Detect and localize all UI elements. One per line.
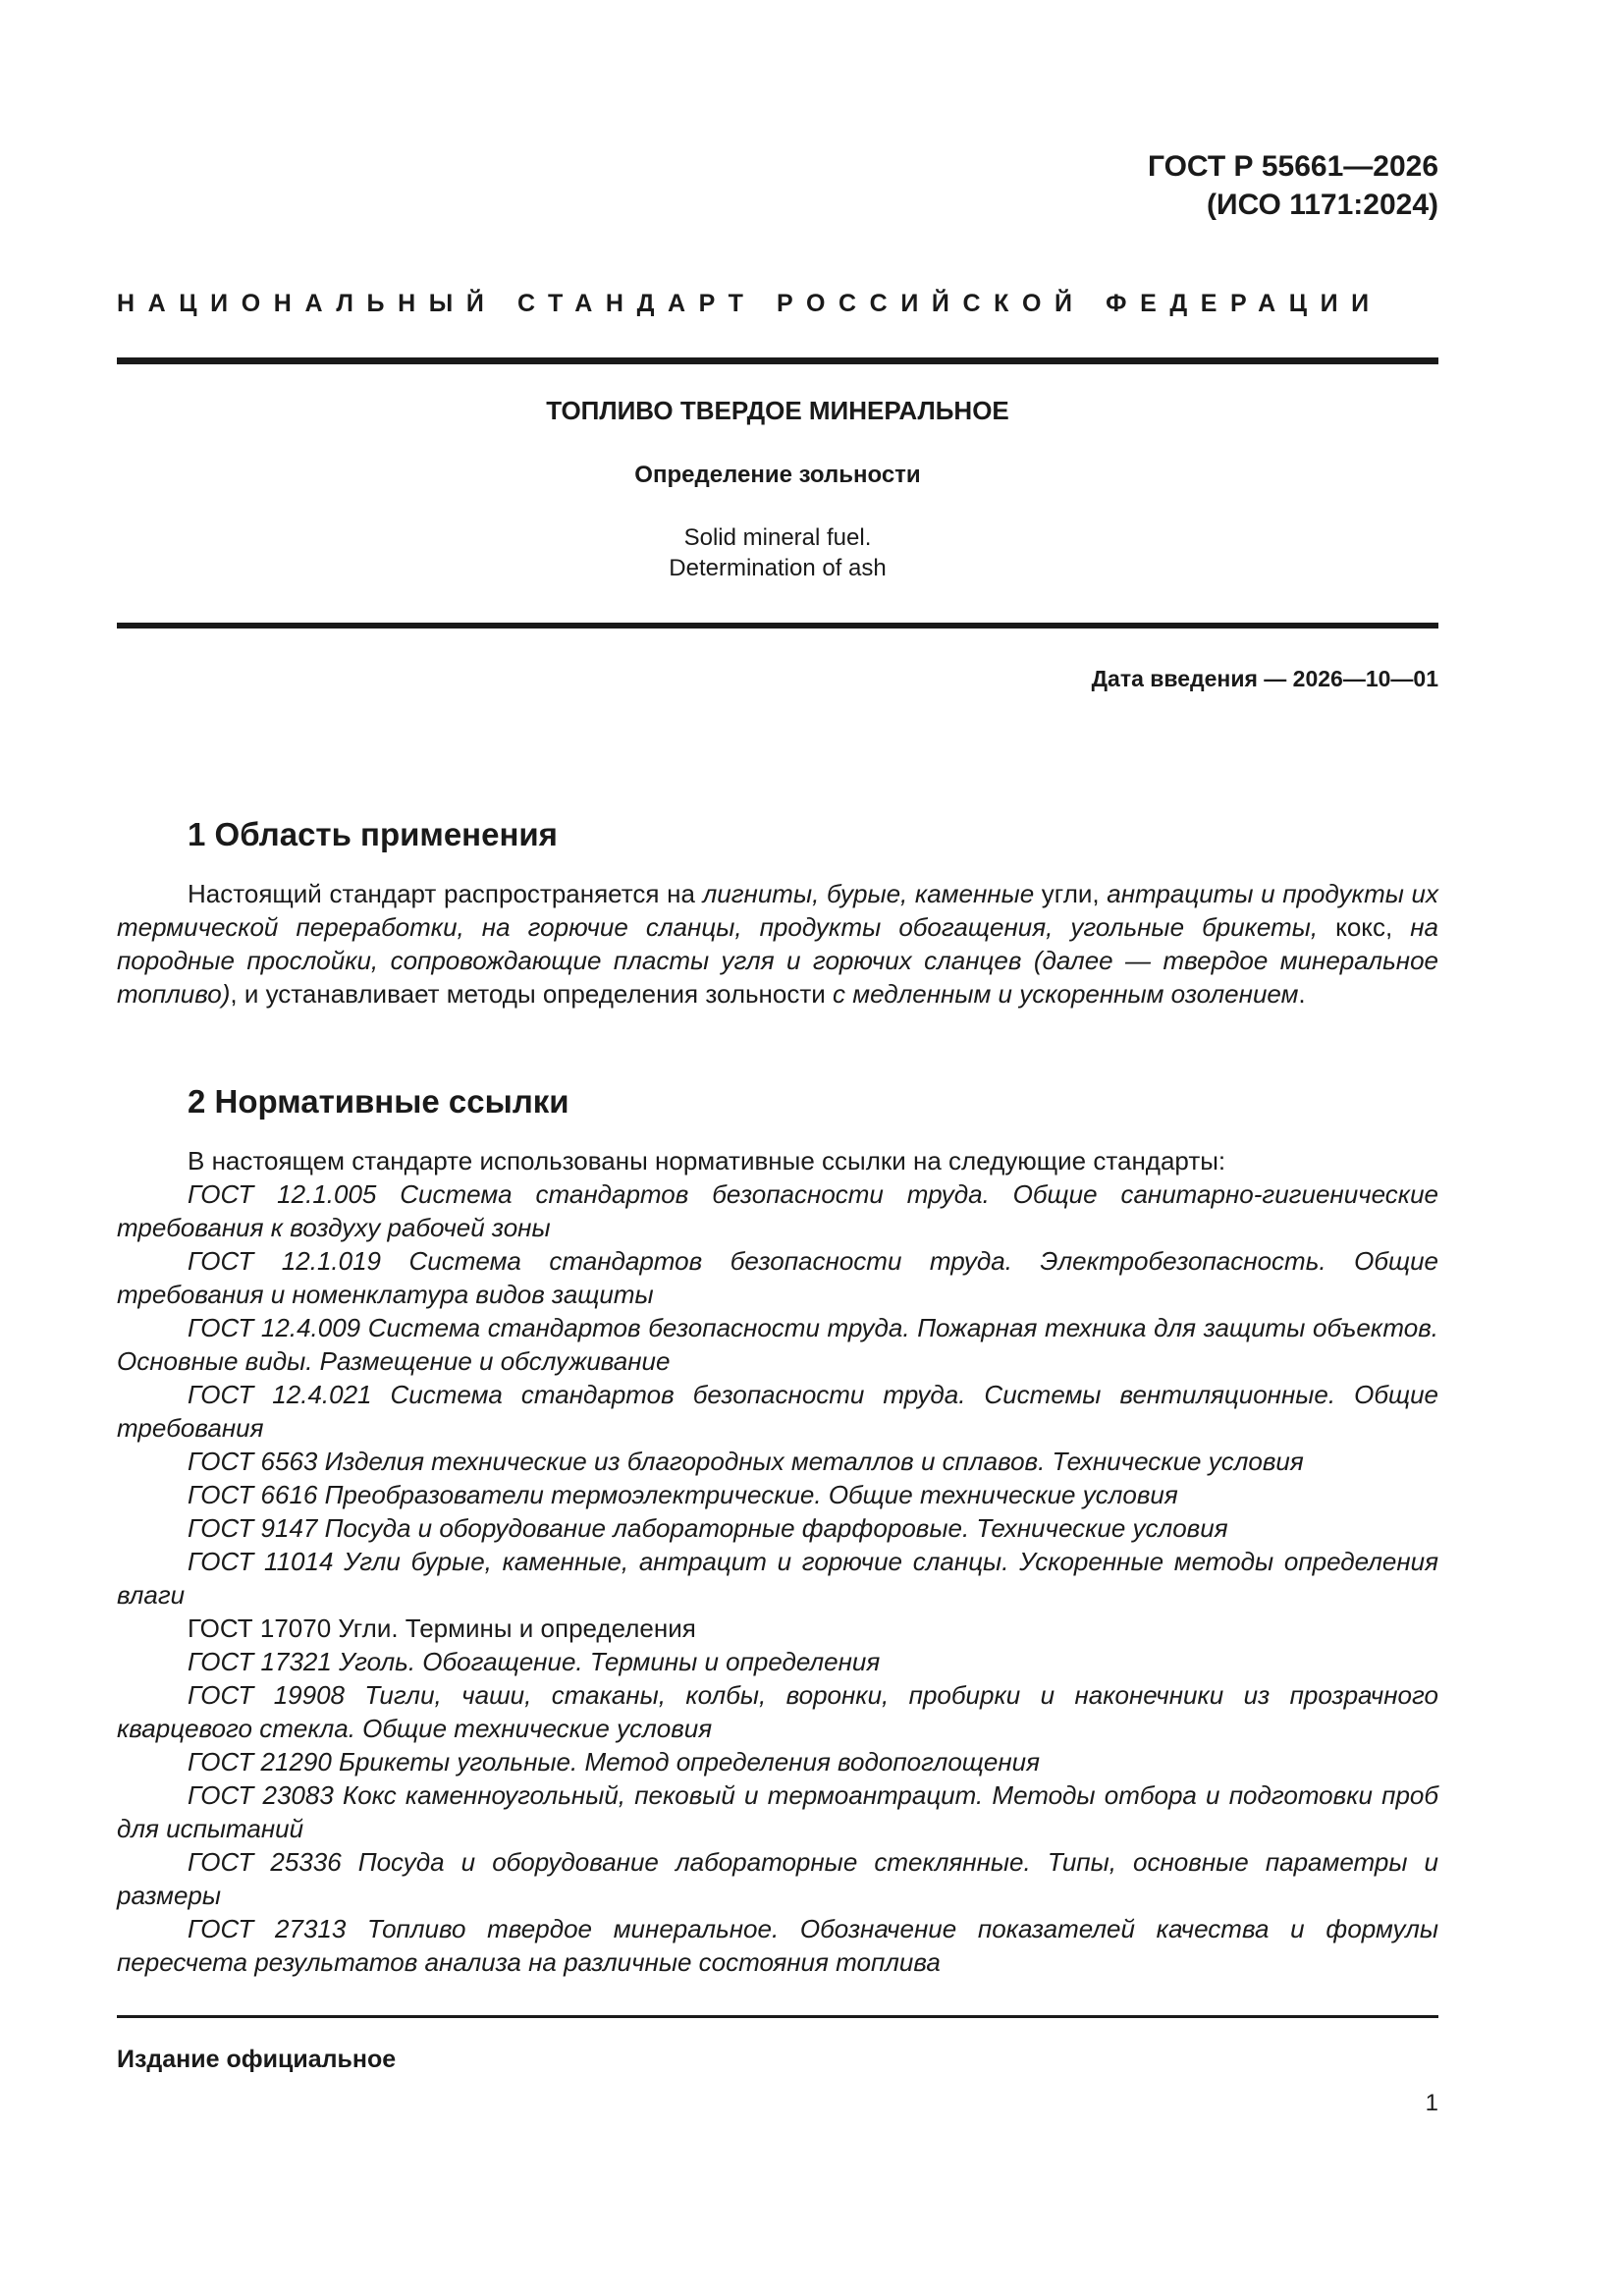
section-1-paragraph xyxy=(117,877,1438,1011)
header-rule xyxy=(117,357,1438,364)
reference-item: ГОСТ 19908 Тигли, чаши, стаканы, колбы, воронки, пробирки и наконечники из прозрачного кварцевого стекла. Общие технические условия xyxy=(117,1680,1438,1743)
s1-text-h: с медленным и ускоренным озолением xyxy=(833,979,1299,1009)
introduction-date: Дата введения — 2026—10—01 xyxy=(1091,666,1438,691)
s1-text-i: . xyxy=(1298,979,1306,1009)
title-rule xyxy=(117,623,1438,629)
document-subtitle: Определение зольности xyxy=(634,462,921,488)
s1-text-b: лигниты, бурые, каменные xyxy=(702,879,1035,908)
document-code-iso: (ИСО 1171:2024) xyxy=(1207,189,1438,221)
footer-rule xyxy=(117,2015,1438,2018)
reference-item: ГОСТ 12.1.019 Система стандартов безопасности труда. Электробезопасность. Общие требования и номенклатура видов защиты xyxy=(117,1246,1438,1309)
reference-item: ГОСТ 11014 Угли бурые, каменные, антрацит и горючие сланцы. Ускоренные методы определения влаги xyxy=(117,1547,1438,1610)
section-1-heading: 1 Область применения xyxy=(188,816,558,852)
official-edition-label: Издание официальное xyxy=(117,2046,397,2073)
reference-item: ГОСТ 17321 Уголь. Обогащение. Термины и определения xyxy=(188,1647,881,1676)
reference-item: ГОСТ 21290 Брикеты угольные. Метод определения водопоглощения xyxy=(188,1747,1041,1777)
normative-references xyxy=(117,1144,1438,1979)
english-title xyxy=(117,522,1438,583)
references-intro: В настоящем стандарте использованы нормативные ссылки на следующие стандарты: xyxy=(188,1146,1226,1175)
national-standard-banner: НАЦИОНАЛЬНЫЙ СТАНДАРТ РОССИЙСКОЙ ФЕДЕРАЦИИ xyxy=(117,290,1382,317)
reference-item: ГОСТ 27313 Топливо твердое минеральное. Обозначение показателей качества и формулы пересчета результатов анализа на различные состояния топлива xyxy=(117,1914,1438,1977)
s1-text-f: на породные прослойки, сопровождающие пласты угля и горючих сланцев (далее — твердое минеральное топливо) xyxy=(117,912,1438,1009)
reference-item: ГОСТ 6563 Изделия технические из благородных металлов и сплавов. Технические условия xyxy=(188,1447,1304,1476)
document-code-gost: ГОСТ Р 55661—2026 xyxy=(1147,150,1438,183)
document-code xyxy=(1148,147,1438,224)
reference-item: ГОСТ 12.4.021 Система стандартов безопасности труда. Системы вентиляционные. Общие требования xyxy=(117,1380,1438,1443)
page-number: 1 xyxy=(1425,2090,1438,2116)
reference-item: ГОСТ 17070 Угли. Термины и определения xyxy=(188,1613,696,1643)
s1-text-d: антрациты и продукты их термической переработки, на горючие сланцы, продукты обогащения, угольные брикеты, xyxy=(117,879,1438,942)
english-title-line1: Solid mineral fuel. xyxy=(683,524,872,551)
s1-text-g: , и устанавливает методы определения зольности xyxy=(230,979,834,1009)
reference-item: ГОСТ 25336 Посуда и оборудование лабораторные стеклянные. Типы, основные параметры и размеры xyxy=(117,1847,1438,1910)
reference-item: ГОСТ 9147 Посуда и оборудование лабораторные фарфоровые. Технические условия xyxy=(188,1513,1228,1543)
reference-item: ГОСТ 23083 Кокс каменноугольный, пековый и термоантрацит. Методы отбора и подготовки проб для испытаний xyxy=(117,1780,1438,1843)
section-2-heading: 2 Нормативные ссылки xyxy=(188,1083,569,1120)
reference-item: ГОСТ 12.1.005 Система стандартов безопасности труда. Общие санитарно-гигиенические требования к воздуху рабочей зоны xyxy=(117,1179,1438,1242)
s1-text-c: угли, xyxy=(1034,879,1108,908)
document-title: ТОПЛИВО ТВЕРДОЕ МИНЕРАЛЬНОЕ xyxy=(546,396,1009,425)
english-title-line2: Determination of ash xyxy=(669,555,887,581)
s1-text-a: Настоящий стандарт распространяется на xyxy=(188,879,703,908)
reference-item: ГОСТ 12.4.009 Система стандартов безопасности труда. Пожарная техника для защиты объектов. Основные виды. Размещение и обслуживание xyxy=(117,1313,1438,1376)
s1-text-e: кокс, xyxy=(1318,912,1411,942)
reference-item: ГОСТ 6616 Преобразователи термоэлектрические. Общие технические условия xyxy=(188,1480,1178,1509)
